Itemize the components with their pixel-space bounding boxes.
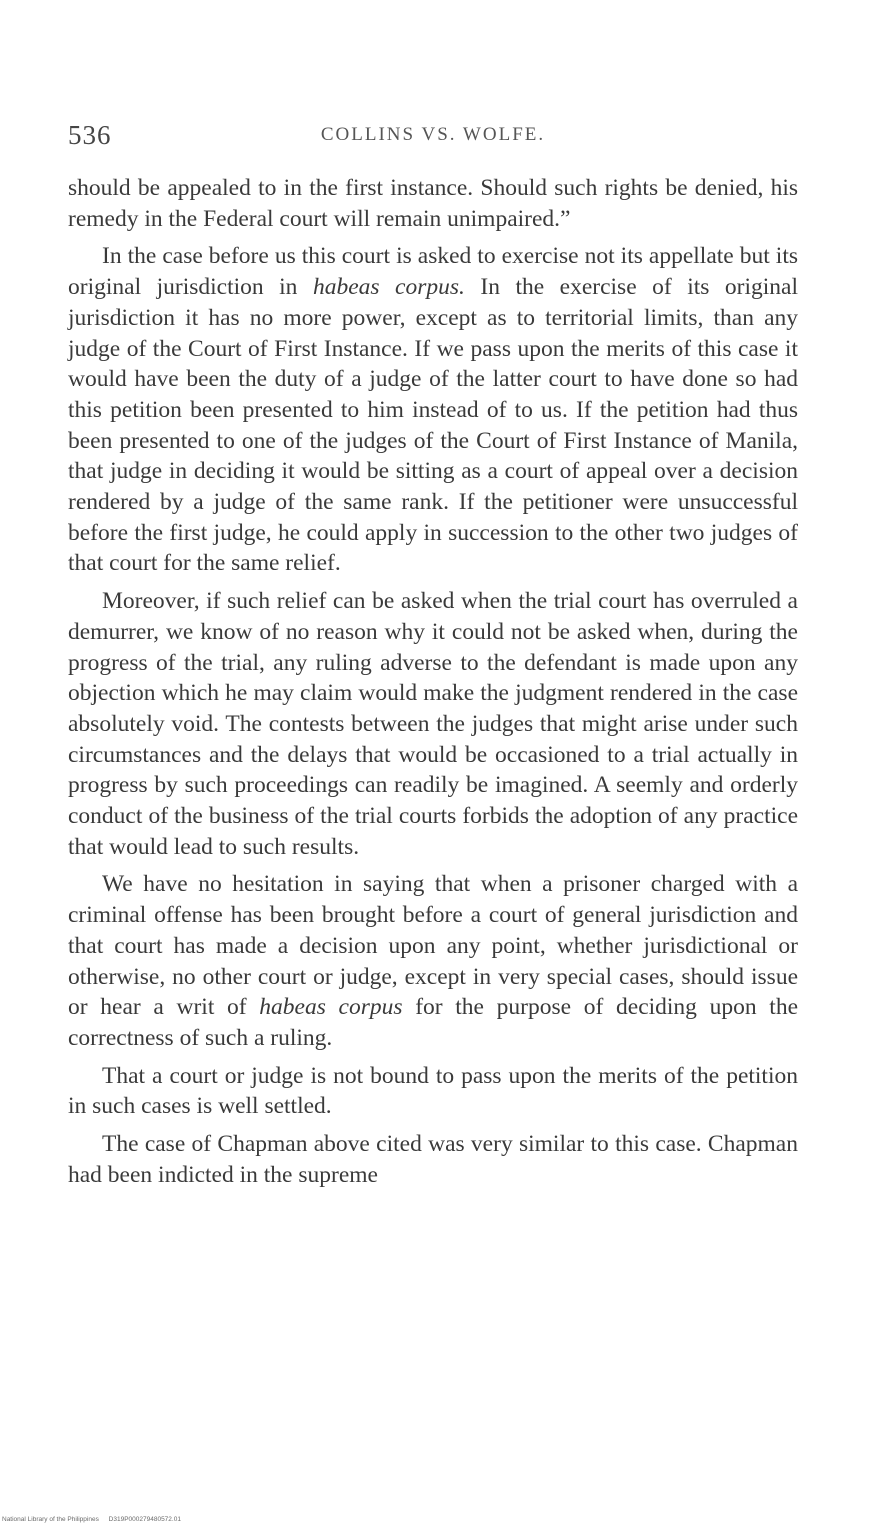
body-paragraph	[68, 241, 798, 579]
body-paragraph	[68, 1129, 798, 1190]
italic-phrase: habeas corpus	[259, 994, 403, 1021]
text-run: In the exercise of its original jurisdiction it has no more power, except as to territorial limits, than any judge of the Court of First Instance. If we pass upon the merits of this case it would have been the duty of a judge of the latter court to have done so had this petition been presented to him instead of to us. If the petition had thus been presented to one of the judges of the Court of First Instance of Manila, that judge in deciding it would be sitting as a court of appeal over a decision rendered by a judge of the same rank. If the petitioner were unsuccessful before the first judge, he could apply in succession to the other two judges of that court for the same relief.	[68, 274, 799, 577]
text-run: The case of Chapman above cited was very similar to this case. Chapman had been indicted in the supreme	[68, 1131, 798, 1188]
body-text	[68, 173, 798, 1198]
page-header	[68, 120, 798, 154]
italic-phrase: habeas corpus.	[312, 274, 465, 301]
body-paragraph	[68, 173, 798, 234]
text-run: We have no hesitation in saying that when a prisoner charged with a criminal offense has been brought before a court of general jurisdiction and that court has made a decision upon any point, whether jurisdictional or otherwise, no other court or judge, except in very special cases, should issue or hear a writ of	[68, 871, 798, 1021]
text-run: should be appealed to in the first instance. Should such rights be denied, his remedy in the Federal court will remain unimpaired.”	[68, 175, 798, 232]
library-credit: National Library of the Philippines	[2, 1516, 99, 1523]
text-run: Moreover, if such relief can be asked when the trial court has overruled a demurrer, we know of no reason why it could not be asked when, during the progress of the trial, any ruling adverse to the defendant is made upon any objection which he may claim would make the judgment rendered in the case absolutely void. The contests between the judges that might arise under such circumstances and the delays that would be occasioned to a trial actually in progress by such proceedings can readily be imagined. A seemly and orderly conduct of the business of the trial courts forbids the adoption of any practice that would lead to such results.	[68, 588, 798, 860]
text-run: for the purpose of deciding upon the correctness of such a ruling.	[68, 994, 799, 1051]
scan-identifier: D319P000279480572.01	[108, 1516, 181, 1523]
text-run: That a court or judge is not bound to pass upon the merits of the petition in such cases is well settled.	[68, 1062, 798, 1120]
scan-footer	[2, 1516, 181, 1523]
page-number: 536	[68, 120, 112, 150]
body-paragraph	[68, 1061, 798, 1122]
running-head: COLLINS VS. WOLFE.	[320, 124, 546, 145]
body-paragraph	[68, 586, 798, 862]
body-paragraph	[68, 869, 798, 1053]
text-run: In the case before us this court is asked to exercise not its appellate but its original jurisdiction in	[68, 243, 798, 301]
